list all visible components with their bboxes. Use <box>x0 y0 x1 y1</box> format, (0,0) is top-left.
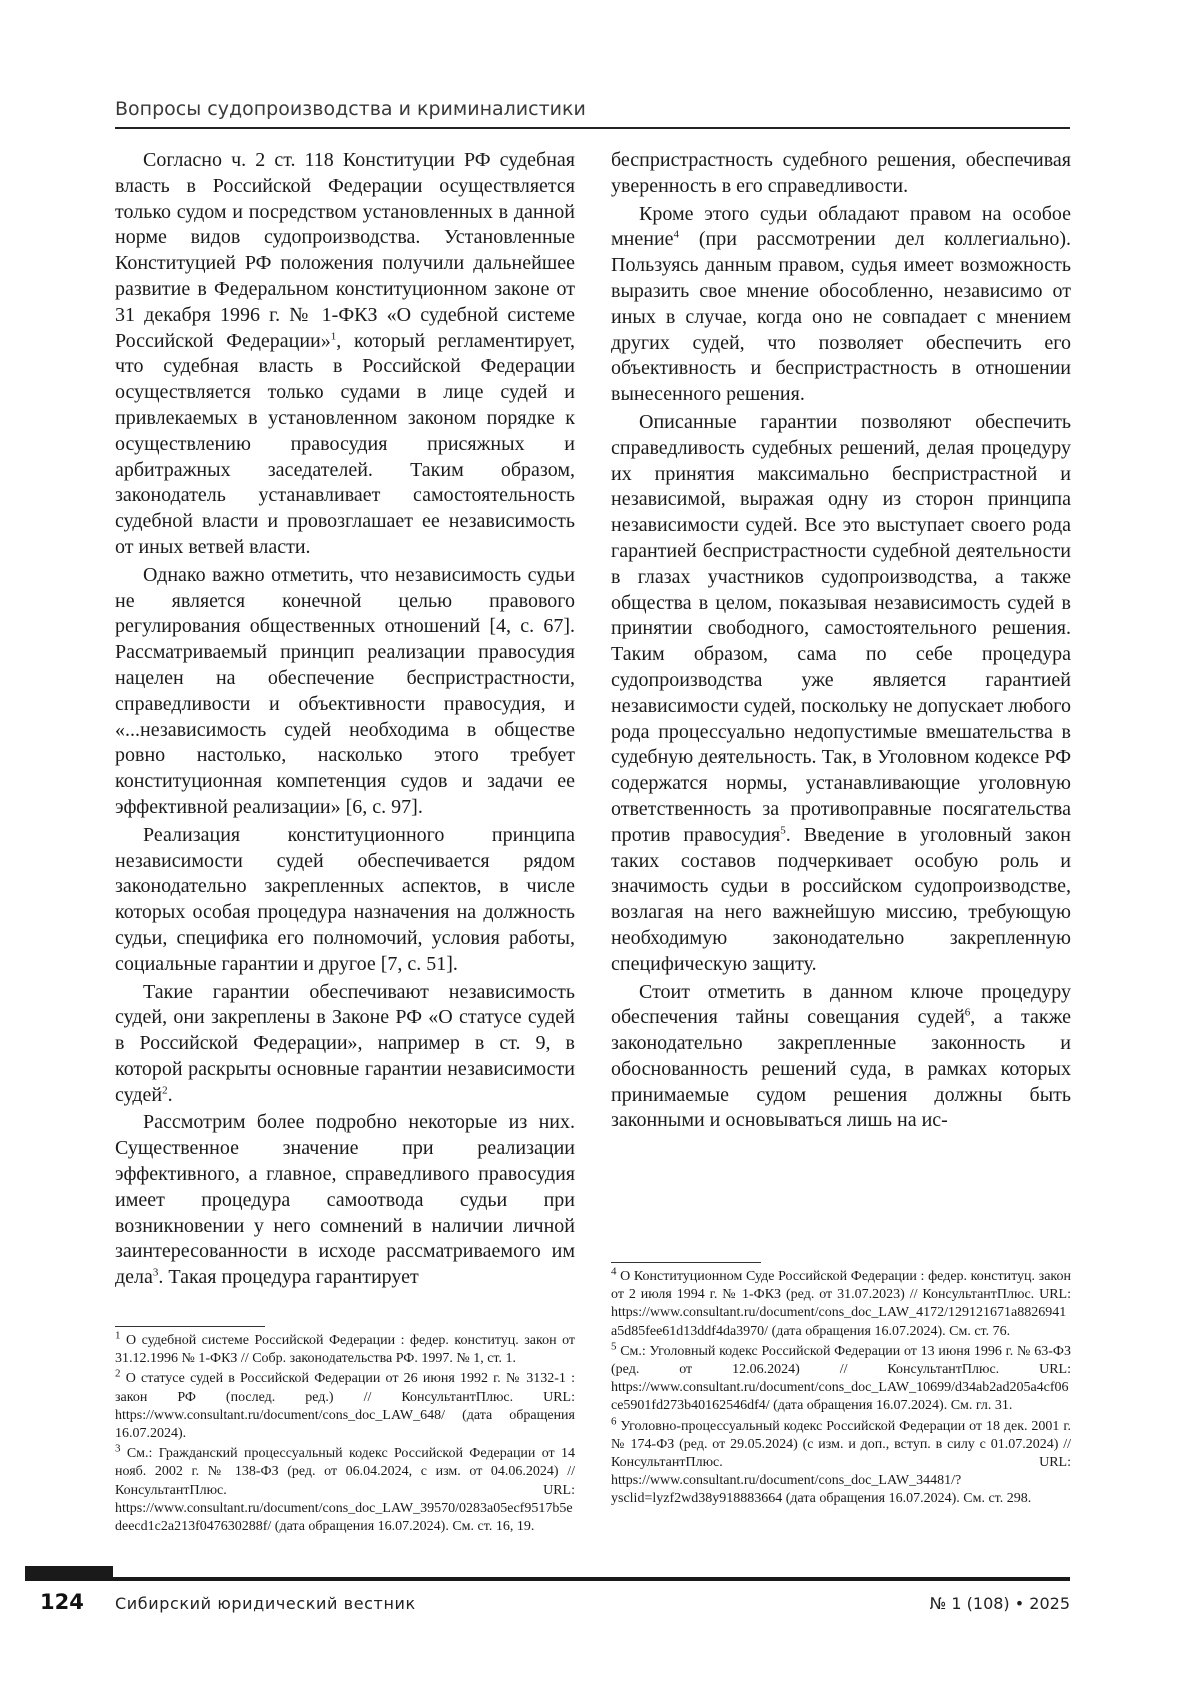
paragraph-continuation: беспристрастность судебного решения, обеспечивая уверенность в его справедливости. <box>611 149 1071 197</box>
page-number: 124 <box>40 1590 84 1614</box>
footnote-ref[interactable]: 6 <box>964 1006 971 1019</box>
footnote-ref[interactable]: 5 <box>780 824 786 837</box>
footnote-rule <box>611 1262 761 1263</box>
paragraph: Стоит отметить в данном ключе процедуру обеспечения тайны совещания судей$^6$, а также законодательно закрепленные законность и обоснованность решений суда, в рамках которых принимаемые судом решения должны быть законными и основываться лишь на ис- <box>611 980 1071 1132</box>
footnote: $^6$ Уголовно-процессуальный кодекс Российской Федерации от 18 дек. 2001 г. № 174-ФЗ (ред. от 29.05.2024) (с изм. и доп., вступ. в силу с 01.07.2024) // КонсультантПлюс. URL: https://www.consultant.ru/document/cons_doc_LAW_34481/?ysclid=lyzf2wd38y918883664 (дата обращения 16.07.2024). См. ст. 298. <box>611 1414 1071 1507</box>
paragraph: Реализация конституционного принципа независимости судей обеспечивается рядом законодательно закрепленных аспектов, в числе которых особая процедура назначения на должность судьи, специфика его полномочий, условия работы, социальные гарантии и другое [7, с. 51]. <box>115 823 575 975</box>
paragraph: Кроме этого судьи обладают правом на особое мнение$^4$ (при рассмотрении дел коллегиально). Пользуясь данным правом, судья имеет возможность выразить свое мнение обособленно, независимо от иных в случае, когда оно не совпадает с мнением других судей, что позволяет обеспечить его объективность и беспристрастность в отношении вынесенного решения. <box>611 202 1071 406</box>
footnotes-right <box>611 1265 1071 1511</box>
right-column <box>611 148 1071 1136</box>
footer-rule <box>113 1577 1070 1581</box>
footnote-ref[interactable]: 4 <box>673 228 680 241</box>
footnote-ref[interactable]: 3 <box>152 1266 159 1279</box>
footnote-ref[interactable]: 1 <box>330 329 337 342</box>
footnote: $^5$ См.: Уголовный кодекс Российской Федерации от 13 июня 1996 г. № 63-ФЗ (ред. от 12.06.2024) // КонсультантПлюс. URL: https://www.consultant.ru/document/cons_doc_LAW_10699/d34ab2ad205a4cf06ce5901fd273b40162546df4/ (дата обращения 16.07.2024). См. гл. 31. <box>611 1340 1071 1414</box>
journal-title: Сибирский юридический вестник <box>115 1594 416 1613</box>
footnote: $^3$ См.: Гражданский процессуальный кодекс Российской Федерации от 14 нояб. 2002 г. № 138-ФЗ (ред. от 06.04.2024, с изм. от 04.06.2024) // КонсультантПлюс. URL: https://www.consultant.ru/document/cons_doc_LAW_39570/0283a05ecf9517b5edeecd1c2a213f047630288f/ (дата обращения 16.07.2024). См. ст. 16, 19. <box>115 1442 575 1535</box>
footnote-rule <box>115 1326 265 1327</box>
footnote: $^1$ О судебной системе Российской Федерации : федер. конституц. закон от 31.12.1996 № 1-ФКЗ // Собр. законодательства РФ. 1997. № 1, ст. 1. <box>115 1329 575 1367</box>
footnote: $^4$ О Конституционном Суде Российской Федерации : федер. конституц. закон от 2 июля 1994 г. № 1-ФКЗ (ред. от 31.07.2023) // КонсультантПлюс. URL: https://www.consultant.ru/document/cons_doc_LAW_4172/129121671a8826941a5d85fee61d13ddf4da3970/ (дата обращения 16.07.2024). См. ст. 76. <box>611 1265 1071 1339</box>
paragraph: Такие гарантии обеспечивают независимость судей, они закреплены в Законе РФ «О статусе судей в Российской Федерации», например в ст. 9, в которой раскрыты основные гарантии независимости судей$^2$. <box>115 980 575 1106</box>
footer-block <box>25 1566 113 1581</box>
running-head: Вопросы судопроизводства и криминалистики <box>115 98 586 120</box>
paragraph: Однако важно отметить, что независимость судьи не является конечной целью правового регулирования общественных отношений [4, с. 67]. Рассматриваемый принцип реализации правосудия нацелен на обеспечение беспристрастности, справедливости и объективности правосудия, и «...независимость судей необходима в обществе ровно настолько, насколько этого требует конституционная компетенция судов и задачи ее эффективной реализации» [6, с. 97]. <box>115 563 575 818</box>
footnote-ref[interactable]: 2 <box>162 1084 168 1097</box>
paragraph: Описанные гарантии позволяют обеспечить справедливость судебных решений, делая процедуру их принятия максимально беспристрастной и независимой, выражая одну из сторон принципа независимости судей. Все это выступает своего рода гарантией беспристрастности судебной деятельности в глазах участников судопроизводства, а также общества в целом, показывая независимость судей в принятии свободного, самостоятельного решения. Таким образом, сама по себе процедура судопроизводства уже является гарантией независимости судей, поскольку не допускает любого рода процессуально недопустимые вмешательства в судебную деятельность. Так, в Уголовном кодексе РФ содержатся нормы, устанавливающие уголовную ответственность за противоправные посягательства против правосудия$^5$. Введение в уголовный закон таких составов подчеркивает особую роль и значимость судьи в российском судопроизводстве, возлагая на него важнейшую миссию, требующую необходимую законодательно закрепленную специфическую защиту. <box>611 410 1072 975</box>
issue-number: № 1 (108) • 2025 <box>929 1594 1070 1613</box>
paragraph: Рассмотрим более подробно некоторые из них. Существенное значение при реализации эффективного, а главное, справедливого правосудия имеет процедура самоотвода судьи при возникновении у него сомнений в наличии личной заинтересованности в исходе рассматриваемого им дела$^3$. Такая процедура гарантирует <box>115 1111 575 1289</box>
paragraph: Согласно ч. 2 ст. 118 Конституции РФ судебная власть в Российской Федерации осуществляется только судом и посредством установленных в данной норме видов судопроизводства. Установленные Конституцией РФ положения получили дальнейшее развитие в Федеральном конституционном законе от 31 декабря 1996 г. № 1-ФКЗ «О судебной системе Российской Федерации»$^1$, который регламентирует, что судебная власть в Российской Федерации осуществляется только судами в лице судей и привлекаемых в установленном законом порядке к осуществлению правосудия присяжных и арбитражных заседателей. Таким образом, законодатель устанавливает самостоятельность судебной власти и провозглашает ее независимость от иных ветвей власти. <box>115 149 575 558</box>
footnote: $^2$ О статусе судей в Российской Федерации от 26 июня 1992 г. № 3132-1 : закон РФ (послед. ред.) // КонсультантПлюс. URL: https://www.consultant.ru/document/cons_doc_LAW_648/ (дата обращения 16.07.2024). <box>115 1367 575 1442</box>
header-rule <box>115 127 1070 129</box>
left-column <box>115 148 575 1293</box>
footnotes-left <box>115 1329 575 1538</box>
